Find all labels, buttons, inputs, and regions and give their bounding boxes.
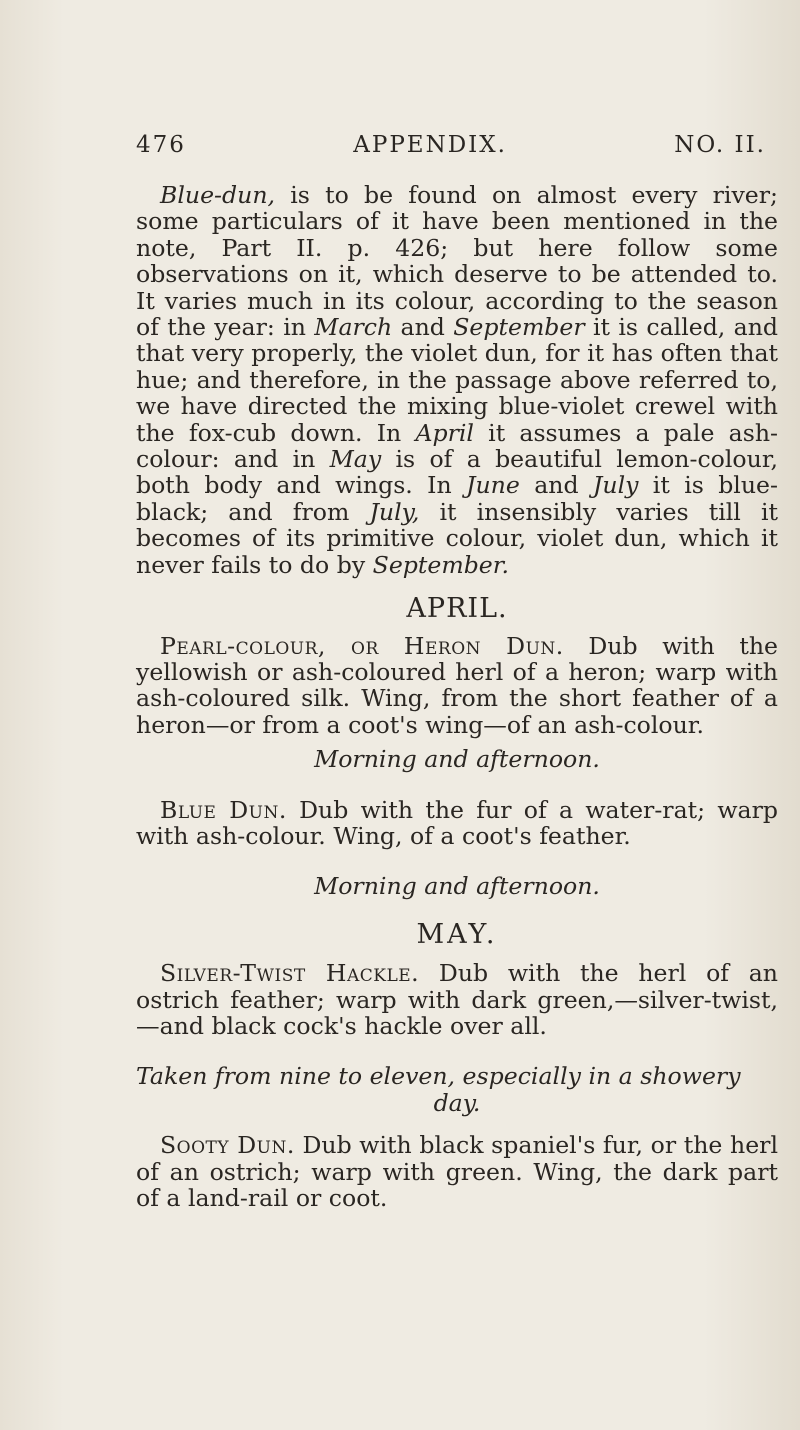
intro-text-6: and (519, 471, 593, 500)
intro-text-2: and (392, 313, 454, 342)
fly-description: Dub with the herl of an ostrich feather; warp with dark green,—silver-twist,—and black cock's hackle over all. (136, 959, 779, 1040)
intro-text-3: it is called, and that very properly, the violet dun, for it has often that hue; and therefore, in the passage above referred to, we have directed the mixing blue-violet crewel with the fox-cub down. In (136, 313, 779, 447)
running-title: APPENDIX. (353, 132, 507, 158)
month-july-2: July, (369, 497, 420, 526)
fly-name: Blue Dun. (160, 795, 287, 824)
fly-entry-sooty-dun (136, 1132, 778, 1211)
fly-name: Sooty Dun. (160, 1131, 295, 1160)
wing-label: Wing, (361, 684, 431, 713)
intro-text-4: it assumes a pale ash-colour: and in (136, 418, 778, 474)
appendix-number: NO. II. (674, 132, 766, 158)
fly-description-wing: of a coot's feather. (402, 821, 631, 850)
section-heading-april: APRIL. (406, 593, 508, 625)
month-september: September (453, 313, 585, 342)
month-march: March (314, 313, 393, 342)
intro-text-8: it insensibly varies till it becomes of its primitive colour, violet dun, which it never fails to do by (136, 497, 778, 579)
month-may: May (329, 445, 382, 474)
intro-text-7: it is blue-black; and from (136, 471, 778, 526)
fly-entry-blue-dun (136, 797, 778, 850)
wing-label: Wing, (533, 1157, 603, 1186)
fly-name: Silver-Twist Hackle. (160, 959, 420, 988)
fly-entry-silver-twist-hackle (136, 960, 778, 1039)
fly-description: Dub with black spaniel's fur, or the herl of an ostrich; warp with green. (136, 1131, 778, 1186)
time-note: Morning and afternoon. (314, 872, 600, 901)
fly-description-wing: from the short feather of a heron—or from a coot's wing—of an ash-colour. (136, 684, 779, 739)
page-number: 476 (136, 132, 186, 158)
fly-description: Dub with the fur of a water-rat; warp with ash-colour. (136, 795, 778, 850)
time-note (136, 1063, 778, 1116)
fly-entry-pearl-colour (136, 633, 778, 739)
fly-description: Dub with the yellowish or ash-coloured herl of a heron; warp with ash-coloured silk. (136, 631, 778, 713)
month-april: April (415, 418, 474, 447)
intro-text-1: is to be found on almost every river; some particulars of it have been mentioned in the note, Part II. p. 426; but here follow some observations on it, which deserve to be attended to. It varies much in its colour, according to the season of the year: in (136, 181, 778, 342)
fly-description-wing: the dark part of a land-rail or coot. (136, 1157, 778, 1212)
intro-paragraph (136, 182, 778, 578)
intro-lead: Blue-dun, (160, 181, 276, 209)
time-note-line-1: Taken from nine to eleven, especially in a showery (136, 1062, 741, 1091)
running-header (136, 132, 766, 158)
month-september-2: September. (372, 550, 509, 579)
wing-label: Wing, (333, 821, 403, 850)
section-heading-may: MAY. (416, 918, 498, 950)
fly-name: Pearl-colour, or Heron Dun. (160, 631, 564, 660)
intro-text-5: is of a beautiful lemon-colour, both body and wings. In (136, 445, 778, 500)
time-note: Morning and afternoon. (314, 745, 600, 774)
month-july: July (592, 471, 639, 500)
month-june: June (466, 471, 520, 500)
page-body (136, 182, 778, 1211)
time-note-line-2: day. (433, 1088, 481, 1117)
